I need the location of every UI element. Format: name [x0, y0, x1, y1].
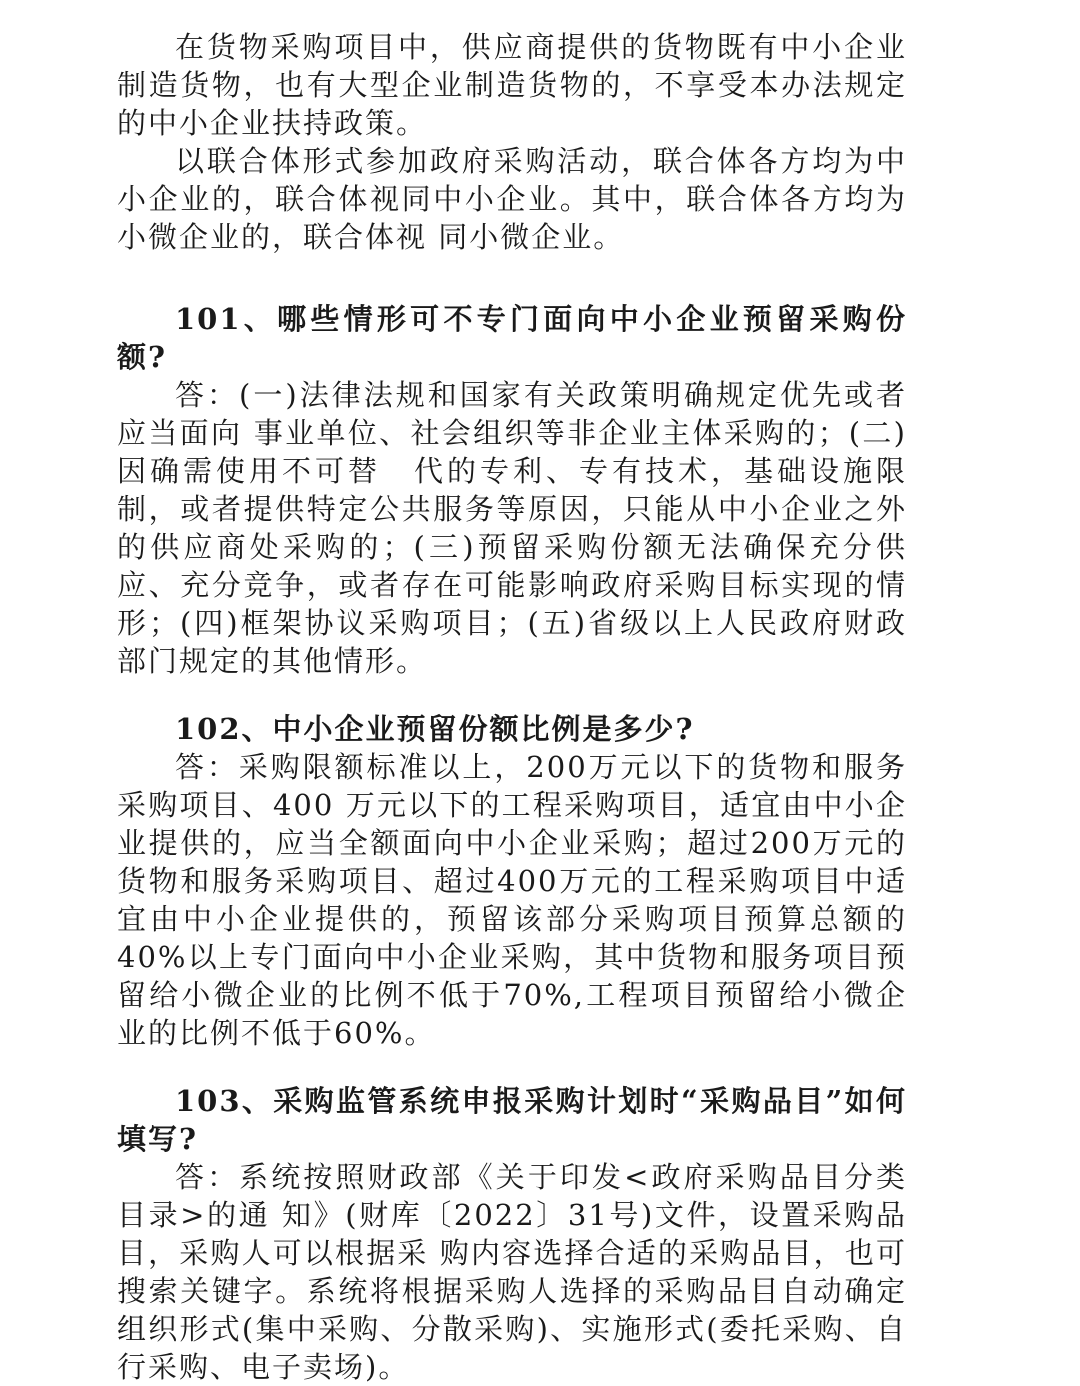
- question-102-heading: 102、中小企业预留份额比例是多少?: [175, 712, 695, 746]
- question-101-heading: 101、哪些情形可不专门面向中小企业预留采购份额?: [117, 302, 907, 374]
- intro-paragraph-1: 在货物采购项目中，供应商提供的货物既有中小企业制造货物，也有大型企业制造货物的，不享受本办法规定的中小企业扶持政策。: [117, 30, 907, 140]
- question-101-answer: 答：(一)法律法规和国家有关政策明确规定优先或者应当面向 事业单位、社会组织等非企业主体采购的；(二)因确需使用不可替 代的专利、专有技术，基础设施限制，或者提供特定公共服务等原因，只能从中小企业之外的供应商处采购的；(三)预留采购份额无法确保充分供应、充分竞争，或者存在可能影响政府采购目标实现的情形；(四)框架协议采购项目；(五)省级以上人民政府财政部门规定的其他情形。: [117, 378, 907, 678]
- question-103-heading: 103、采购监管系统申报采购计划时“采购品目”如何填写?: [117, 1084, 907, 1156]
- document-page: [117, 28, 907, 1386]
- question-102-answer: 答：采购限额标准以上，200万元以下的货物和服务采购项目、400 万元以下的工程采购项目，适宜由中小企业提供的，应当全额面向中小企业采购；超过200万元的货物和服务采购项目、超过400万元的工程采购项目中适宜由中小企业提供的，预留该部分采购项目预算总额的40%以上专门面向中小企业采购，其中货物和服务项目预留给小微企业的比例不低于70%,工程项目预留给小微企业的比例不低于60%。: [117, 750, 907, 1050]
- intro-paragraph-2: 以联合体形式参加政府采购活动，联合体各方均为中小企业的，联合体视同中小企业。其中，联合体各方均为小微企业的，联合体视 同小微企业。: [117, 144, 907, 254]
- question-103-answer: 答：系统按照财政部《关于印发<政府采购品目分类目录>的通 知》(财库〔2022〕31号)文件，设置采购品目，采购人可以根据采 购内容选择合适的采购品目，也可搜索关键字。系统将根据采购人选择的采购品目自动确定组织形式(集中采购、分散采购)、实施形式(委托采购、自行采购、电子卖场)。: [117, 1160, 907, 1384]
